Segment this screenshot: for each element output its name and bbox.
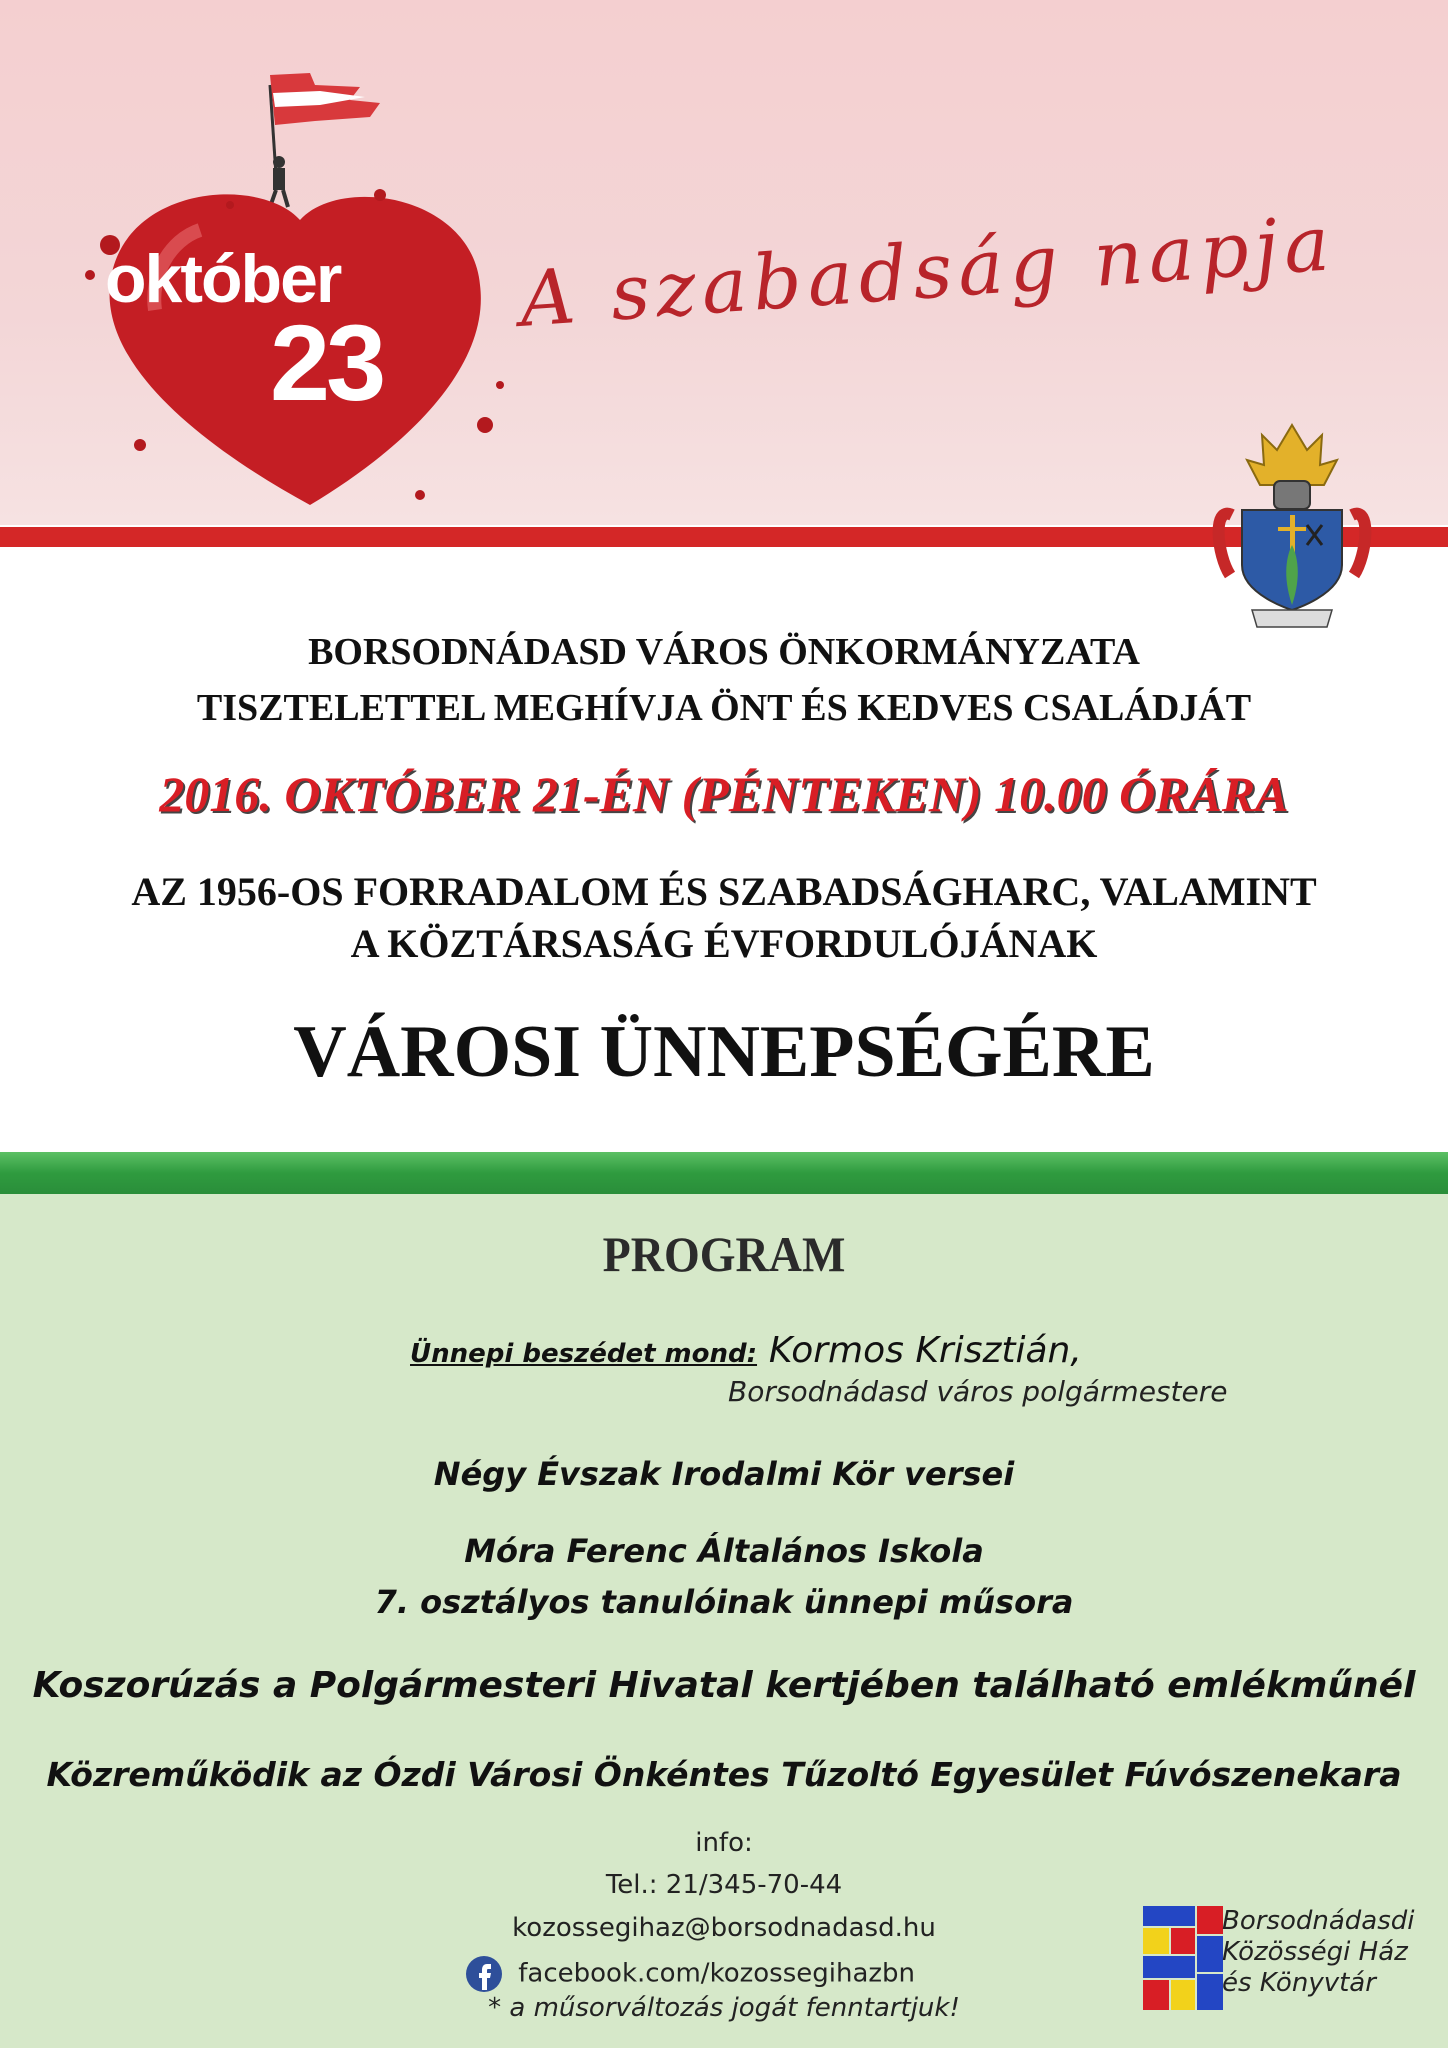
heart-word: október — [105, 241, 341, 317]
celebration-title: VÁROSI ÜNNEPSÉGÉRE — [293, 1011, 1155, 1093]
occasion-line-1: AZ 1956-OS FORRADALOM ÉS SZABADSÁGHARC, VALAMINT — [131, 869, 1317, 914]
program-item-students: 7. osztályos tanulóinak ünnepi műsora — [374, 1583, 1074, 1621]
logo-text — [1222, 1906, 1415, 1999]
disclaimer: * a műsorváltozás jogát fenntartjuk! — [488, 1993, 960, 2023]
speech-label: Ünnepi beszédet mond: — [410, 1339, 758, 1369]
logo-line-1: Borsodnádasdi — [1222, 1906, 1415, 1936]
heart-day: 23 — [270, 302, 383, 423]
town-coat-of-arms — [1212, 405, 1372, 635]
logo-line-3: és Könyvtár — [1222, 1968, 1376, 1998]
occasion-line-2: A KÖZTÁRSASÁG ÉVFORDULÓJÁNAK — [350, 921, 1098, 966]
info-label: info: — [695, 1828, 753, 1858]
green-flag-stripe — [0, 1152, 1448, 1194]
speech-row — [410, 1330, 1082, 1371]
program-item-band: Közreműködik az Ózdi Városi Önkéntes Tűzoltó Egyesület Fúvószenekara — [46, 1755, 1402, 1794]
program-item-school: Móra Ferenc Általános Iskola — [464, 1532, 984, 1570]
handwritten-title: A szabadság napja — [516, 198, 1339, 344]
phone-number: Tel.: 21/345-70-44 — [605, 1870, 843, 1900]
event-date: 2016. OKTÓBER 21-ÉN (PÉNTEKEN) 10.00 ÓRÁRA — [159, 766, 1289, 822]
program-item-wreath: Koszorúzás a Polgármesteri Hivatal kertjében található emlékműnél — [32, 1665, 1416, 1706]
community-house-logo — [1143, 1906, 1223, 2010]
email-address: kozossegihaz@borsodnadasd.hu — [512, 1913, 936, 1943]
program-heading: PROGRAM — [602, 1226, 846, 1282]
facebook-icon — [462, 1950, 506, 1998]
facebook-row — [462, 1950, 915, 1998]
speaker-title: Borsodnádasd város polgármestere — [728, 1375, 1228, 1408]
facebook-url: facebook.com/kozossegihazbn — [518, 1958, 916, 1989]
invitation-line-1: BORSODNÁDASD VÁROS ÖNKORMÁNYZATA — [308, 631, 1140, 673]
logo-line-2: Közösségi Ház — [1222, 1937, 1408, 1967]
program-item-poems: Négy Évszak Irodalmi Kör versei — [433, 1455, 1015, 1493]
speaker-name: Kormos Krisztián, — [768, 1330, 1082, 1371]
invitation-line-2: TISZTELETTEL MEGHÍVJA ÖNT ÉS KEDVES CSALÁDJÁT — [196, 687, 1252, 729]
